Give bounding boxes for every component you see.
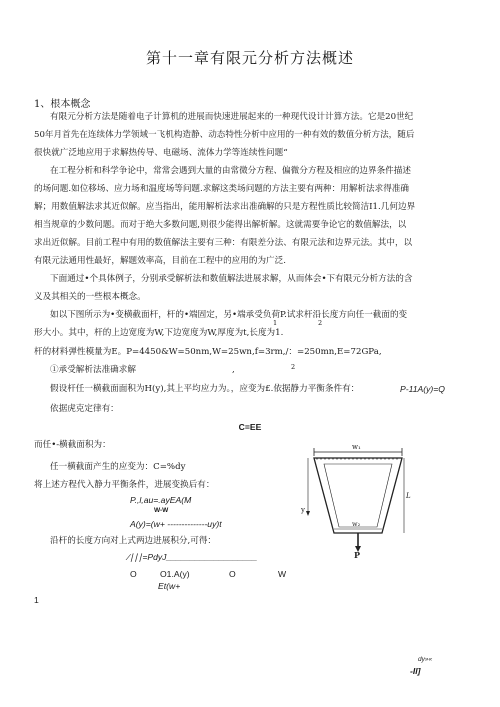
paragraph-line: 有限元分析方法是随着电子计算机的进展而快速进展起来的一种现代设计计算方法。它是20世纪 [50, 112, 414, 122]
equation-fragment: dy»« [418, 656, 433, 663]
equation: P.,l,au=.ayEA(M [130, 495, 192, 505]
paragraph-line: 的场问题.如位移场、应力场和温度场等问题.求解这类场问题的方法主要有两种：用解析法求得准确 [34, 184, 409, 194]
stray-mark: 2 [291, 363, 296, 371]
w2-label: w₂ [352, 520, 361, 528]
paragraph-line: 下面通过•个具体例子，分别承受解析法和数值解法进展求解，从而体会•下有限元分析方法的含 [50, 274, 413, 284]
equation: A(y)=(w+ --------------uy)t [130, 519, 222, 529]
paragraph-line: 求出近似解。目前工程中有用的数值解法主要有三种：有限差分法、有限元法和边界元法。其中，以 [34, 238, 413, 248]
tapered-bar-figure [300, 440, 412, 558]
stray-mark: , [232, 365, 235, 375]
paragraph-line: 杆的材料弹性模量为E。P=4450&W=50nm,W=25wn,f=3rm,/：=250mn,E=72GPa, [34, 347, 382, 357]
document-title: 第十一章有限元分析方法概述 [145, 49, 354, 67]
section-heading: 1、根本概念 [34, 99, 91, 110]
method-heading: ①承受解析法准确求解 [50, 365, 136, 375]
paragraph-line: 将上述方程代入静力平衡条件，进展变换后有： [34, 480, 215, 490]
paragraph-line: 如以下图所示为•变横截面杆，杆的•端固定，另•端承受负荷P.试求杆沿长度方向任一截面的变 [50, 310, 408, 320]
equation: ∕∣∣∣=PdyJ___________________ [128, 552, 258, 562]
paragraph-line: 形大小。其中，杆的上边宽度为W,下边宽度为W,厚度为t,长度为1. [34, 328, 284, 338]
w1-label: w₁ [352, 443, 361, 451]
centered-formula: C=EE [238, 422, 262, 432]
paragraph-line: 50年月首先在连续体力学领域一飞机构造静、动态特性分析中应用的一种有效的数值分析方法，随后 [34, 130, 415, 140]
equation: O [229, 569, 236, 579]
paragraph-line: 而任•-横截面积为： [34, 440, 111, 450]
equation: W-W [154, 507, 169, 514]
equation: Et(w+ [158, 581, 181, 591]
paragraph-line: 沿杆的长度方向对上式两边进展积分,可得： [50, 536, 217, 546]
subscript-marker: 1 [273, 319, 278, 327]
paragraph-line: 相当规章的少数问题。而对于绝大多数问题,则很少能得出解析解。这就需要争论它的数值解法，以 [34, 220, 407, 230]
paragraph-line: 很快就广泛地应用于求解热传导、电磁场、流体力学等连续性问题“ [34, 148, 288, 158]
subscript-marker: 2 [318, 319, 323, 327]
paragraph-line: 假设杆任一横截面面积为H(y),其上平均应力为。，应变为£.依据静力平衡条件有： [50, 384, 360, 394]
formula: P-11A(y)=Q [400, 384, 445, 394]
paragraph-line: 任一横截面产生的应变为：C=%dy [50, 462, 186, 472]
paragraph-line: 解；用数值解法求其近似解。应当指出，能用解析法求出准确解的只是方程性质比较简洁I1.几何边界 [34, 202, 416, 212]
page-number: 1 [34, 595, 39, 605]
y-axis-label: y [301, 506, 305, 514]
equation: O1.A(y) [160, 569, 190, 579]
paragraph-line: 在工程分析和科学争论中，常常会遇到大量的由常微分方程、偏微分方程及相应的边界条件描述 [50, 166, 411, 176]
paragraph-line: 有限元法通用性最好，解题效率高，目前在工程中的应用的为广泛. [34, 256, 286, 266]
load-label: P [354, 550, 361, 558]
paragraph-line: 义及其相关的一些根本概念。 [34, 292, 146, 302]
equation: W [278, 569, 287, 579]
y-axis-arrow [306, 511, 310, 516]
length-label: L [406, 492, 411, 500]
equation: O [130, 569, 137, 579]
equation-fragment: -Il] [410, 666, 421, 676]
paragraph-line: 依据虎克定律有： [50, 404, 119, 414]
